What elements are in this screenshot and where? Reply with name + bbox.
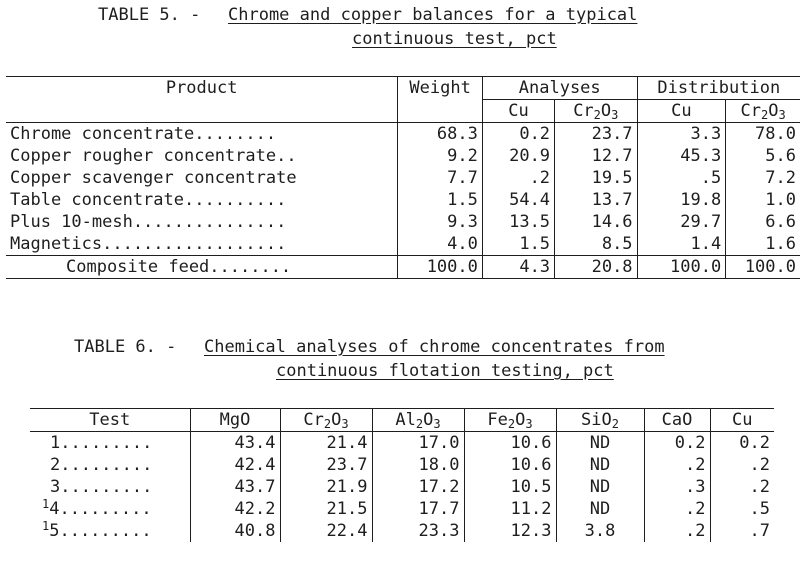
- table6-cell-mgo: 43.7: [190, 476, 280, 498]
- table5-label: TABLE 5. -: [98, 5, 201, 25]
- test-label: 3.........: [50, 477, 153, 497]
- table6-cell-cao: 0.2: [644, 432, 710, 455]
- table5-cell-cr2o3: 23.7: [555, 123, 638, 146]
- table5-cell-dist-cr2o3: 78.0: [726, 123, 800, 146]
- table5-cell-weight: 4.0: [398, 233, 483, 256]
- table5-total-product: Composite feed........: [66, 257, 292, 277]
- table6-cell-test: [30, 476, 190, 498]
- table5-cell-product: Copper scavenger concentrate: [10, 168, 297, 188]
- table6-cell-sio2: ND: [556, 432, 644, 455]
- table5-total-cr2o3: 20.8: [555, 256, 638, 279]
- test-label: 1.........: [50, 433, 153, 453]
- table6-header-cu: Cu: [710, 409, 774, 432]
- table6-cell-fe2o3: 12.3: [464, 520, 556, 542]
- table5-header-product: Product: [165, 78, 238, 99]
- table5: [6, 76, 800, 279]
- table-row: [30, 476, 774, 498]
- table-row: [6, 233, 800, 256]
- table-row: [30, 520, 774, 542]
- table5-total-weight: 100.0: [398, 256, 483, 279]
- table6-cell-al2o3: 23.3: [372, 520, 464, 542]
- table6-cell-cu: .2: [710, 454, 774, 476]
- table5-cell-cr2o3: 13.7: [555, 189, 638, 211]
- table6-cell-al2o3: 17.2: [372, 476, 464, 498]
- table5-cell-dist-cr2o3: 1.6: [726, 233, 800, 256]
- table-row: [6, 123, 800, 146]
- table6-cell-al2o3: 17.0: [372, 432, 464, 455]
- table5-cell-cu: .2: [482, 167, 554, 189]
- table6-cell-fe2o3: 10.6: [464, 454, 556, 476]
- table5-header-row-2: [6, 100, 800, 123]
- table6-cell-cr2o3: 21.9: [280, 476, 372, 498]
- table5-cell-dist-cu: 19.8: [637, 189, 726, 211]
- table5-cell-dist-cu: 45.3: [637, 145, 726, 167]
- table5-cell-cu: 54.4: [482, 189, 554, 211]
- table6-header-sio2: SiO$_2$: [556, 409, 644, 432]
- table6-cell-al2o3: 17.7: [372, 498, 464, 520]
- table5-cell-product: Table concentrate..........: [10, 190, 287, 210]
- table6-header-fe2o3: $Fe_2O_3$: [464, 409, 556, 432]
- table6: [30, 408, 774, 542]
- table6-cell-cu: 0.2: [710, 432, 774, 455]
- table5-cell-cr2o3: 12.7: [555, 145, 638, 167]
- table5-header-analyses: Analyses: [482, 77, 637, 100]
- table6-cell-al2o3: 18.0: [372, 454, 464, 476]
- table6-cell-sio2: 3.8: [556, 520, 644, 542]
- table6-cell-cu: .5: [710, 498, 774, 520]
- table6-title-line1: Chemical analyses of chrome concentrates from: [204, 337, 665, 357]
- table6-cell-cr2o3: 22.4: [280, 520, 372, 542]
- table5-cell-dist-cu: 1.4: [637, 233, 726, 256]
- table6-header-test: Test: [89, 410, 131, 430]
- table5-cell-cr2o3: 8.5: [555, 233, 638, 256]
- table6-cell-cao: .2: [644, 454, 710, 476]
- table6-cell-fe2o3: 10.6: [464, 432, 556, 455]
- table-row: [6, 145, 800, 167]
- table-row: [6, 189, 800, 211]
- table6-cell-cu: .2: [710, 476, 774, 498]
- table-row: [6, 167, 800, 189]
- table5-cell-dist-cu: 29.7: [637, 211, 726, 233]
- table5-cell-product: Plus 10-mesh...............: [10, 212, 287, 232]
- table6-header-al2o3: $Al_2O_3$: [372, 409, 464, 432]
- table5-header-analyses-cr2o3: $Cr_2O_3$: [555, 100, 638, 123]
- table5-cell-weight: 9.2: [398, 145, 483, 167]
- table5-body: [6, 123, 800, 256]
- table6-cell-mgo: 40.8: [190, 520, 280, 542]
- table6-cell-cao: .2: [644, 498, 710, 520]
- table5-cell-cu: 13.5: [482, 211, 554, 233]
- table5-header-distribution: Distribution: [637, 77, 800, 100]
- table6-cell-sio2: ND: [556, 498, 644, 520]
- table6-header-row: [30, 409, 774, 432]
- table5-header-row-1: [6, 77, 800, 100]
- table5-cell-cu: 0.2: [482, 123, 554, 146]
- table-row: [30, 454, 774, 476]
- table6-cell-cr2o3: 21.4: [280, 432, 372, 455]
- table5-cell-dist-cr2o3: 6.6: [726, 211, 800, 233]
- table6-cell-sio2: ND: [556, 476, 644, 498]
- table6-body: [30, 432, 774, 543]
- table5-cell-cu: 20.9: [482, 145, 554, 167]
- table6-cell-test: [30, 498, 190, 520]
- table5-cell-dist-cr2o3: 7.2: [726, 167, 800, 189]
- table5-cell-product: Copper rougher concentrate..: [10, 146, 297, 166]
- table5-cell-cu: 1.5: [482, 233, 554, 256]
- table5-total-cu: 4.3: [482, 256, 554, 279]
- table6-cell-fe2o3: 11.2: [464, 498, 556, 520]
- table5-cell-weight: 1.5: [398, 189, 483, 211]
- table6-cell-cr2o3: 21.5: [280, 498, 372, 520]
- table5-cell-dist-cu: .5: [637, 167, 726, 189]
- table5-cell-product: Magnetics..................: [10, 234, 287, 254]
- table5-cell-weight: 68.3: [398, 123, 483, 146]
- table5-cell-product: Chrome concentrate........: [10, 124, 277, 144]
- footnote-marker: 1: [42, 497, 50, 511]
- table5-header-distribution-cr2o3: $Cr_2O_3$: [726, 100, 800, 123]
- table6-cell-test: [30, 432, 190, 455]
- table5-cell-cr2o3: 14.6: [555, 211, 638, 233]
- table6-cell-mgo: 43.4: [190, 432, 280, 455]
- table5-header-analyses-cu: Cu: [482, 100, 554, 123]
- table6-title-line2: continuous flotation testing, pct: [276, 361, 614, 381]
- table6-cell-cao: .3: [644, 476, 710, 498]
- test-label: 4.........: [49, 499, 152, 519]
- table5-cell-dist-cu: 3.3: [637, 123, 726, 146]
- table5-title-line2: continuous test, pct: [352, 29, 557, 49]
- table5-cell-weight: 9.3: [398, 211, 483, 233]
- table6-cell-cao: .2: [644, 520, 710, 542]
- table6-header-cr2o3: $Cr_2O_3$: [280, 409, 372, 432]
- table6-cell-test: [30, 520, 190, 542]
- table5-cell-dist-cr2o3: 1.0: [726, 189, 800, 211]
- table5-title-line1: Chrome and copper balances for a typical: [228, 5, 638, 25]
- table6-cell-mgo: 42.4: [190, 454, 280, 476]
- table5-header-distribution-cu: Cu: [637, 100, 726, 123]
- table6-cell-mgo: 42.2: [190, 498, 280, 520]
- table5-total-row: [6, 256, 800, 279]
- table-row: [6, 211, 800, 233]
- table6-cell-fe2o3: 10.5: [464, 476, 556, 498]
- table5-cell-cr2o3: 19.5: [555, 167, 638, 189]
- table5-total-dist-cu: 100.0: [637, 256, 726, 279]
- test-label: 5.........: [49, 521, 152, 541]
- table6-header-cao: CaO: [644, 409, 710, 432]
- footnote-marker: 1: [42, 519, 50, 533]
- table6-cell-cr2o3: 23.7: [280, 454, 372, 476]
- table-row: [30, 432, 774, 455]
- test-label: 2.........: [50, 455, 153, 475]
- table6-header-mgo: MgO: [190, 409, 280, 432]
- table5-cell-weight: 7.7: [398, 167, 483, 189]
- table5-total-dist-cr2o3: 100.0: [726, 256, 800, 279]
- table6-cell-cu: .7: [710, 520, 774, 542]
- table5-cell-dist-cr2o3: 5.6: [726, 145, 800, 167]
- table6-cell-test: [30, 454, 190, 476]
- table5-header-weight: Weight: [398, 77, 483, 100]
- table6-label: TABLE 6. -: [74, 337, 177, 357]
- table-row: [30, 498, 774, 520]
- table6-cell-sio2: ND: [556, 454, 644, 476]
